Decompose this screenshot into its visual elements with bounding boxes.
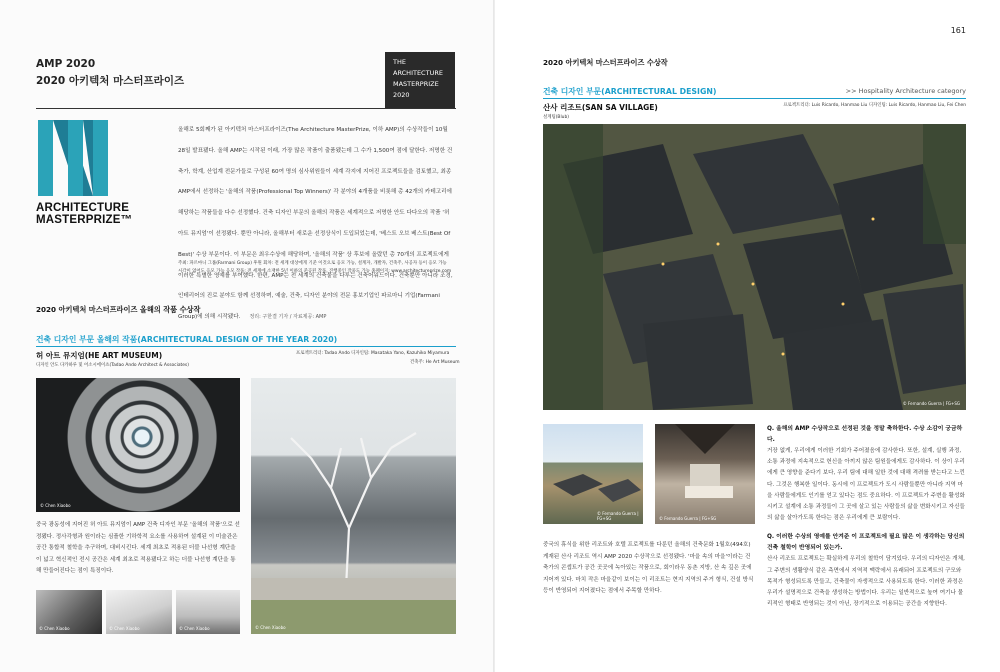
photo-village-landscape bbox=[543, 424, 643, 524]
photo-credit-landscape: © Fernando Guerra | FG+SG bbox=[597, 511, 639, 521]
right-project-design: 설계팀(Blub) bbox=[543, 115, 569, 120]
left-category-rule bbox=[36, 346, 456, 347]
right-category-title: 건축 디자인 부문(ARCHITECTURAL DESIGN) bbox=[543, 87, 717, 96]
right-page bbox=[495, 0, 1000, 672]
header-title-en: AMP 2020 bbox=[36, 58, 96, 70]
left-section-heading: 2020 아키텍처 마스터프라이즈 올해의 작품 수상작 bbox=[36, 305, 201, 314]
logo-text-1: ARCHITECTURE bbox=[36, 202, 130, 214]
photo-credit-small-3: © Chen Xiaobo bbox=[179, 626, 210, 631]
qa-question-2: Q. 이러한 수상의 영예를 안겨준 이 프로젝트에 필요 많은 이 생각하는 당신의 건축 철학이 반영되어 있는가. bbox=[767, 534, 965, 552]
credits-block bbox=[178, 260, 458, 276]
qa-question-1: Q. 올해의 AMP 수상작으로 선정된 것을 정말 축하한다. 수상 소감이 궁금하다. bbox=[767, 426, 963, 443]
intro-paragraph: 올해로 5회째가 된 아키텍처 마스터프라이즈(The Architecture MasterPrize, 이하 AMP)의 수상작들이 10월 28일 발표됐다. 올해 AMP는 시작된 이래, 가장 많은 작품이 출품됐는데 그 수가 1,500여 점에 달한다. 저명한 건축가, 학계, 산업계 전문가들로 구성된 60여 명의 심사위원들이 세계 각지에 지어진 프로젝트들을 검토했고, 최종 AMP에서 선정하는 '올해의 작품(Professional Top Winners)' 각 분야의 4개품을 비롯해 총 42개의 카테고리에 해당하는 작품들을 다수 선정했다. 건축 디자인 부문의 올해의 작품은 세계적으로 저명한 안도 다다오의 작품 '허 아트 뮤지엄'이 선정됐다. 뿐만 아니라, 올해부터 새로운 선정상식이 도입되었는데, '베스트 오브 베스트(Best Of Best)' 수상 부문이다. 이 부문은 최우수상에 해당하며, '올해의 작품' 상 후보에 올랐던 총 70개의 프로젝트에게 이러한 특별한 영예를 부여했다. 한편, AMP는 전 세계의 건축물을 다루는 건축어워드이다. 건축뿐만 아니라 조경, 인테리어의 진로 분야도 함께 선정하며, 예술, 건축, 디자인 분야의 전문 홍보기업인 파르마니 기업(Farmani Group)에 의해 시작됐다. bbox=[178, 127, 453, 321]
intro-block bbox=[178, 116, 456, 324]
qa-column bbox=[767, 424, 966, 610]
page-number: 161 bbox=[950, 26, 966, 35]
right-project-name: 산사 리조트(SAN SA VILLAGE) bbox=[543, 103, 658, 112]
photo-credit-small-2: © Chen Xiaobo bbox=[109, 626, 140, 631]
header-rule bbox=[36, 108, 456, 109]
credits-line-2: 시각이 없어도 응모 가능 응모 작품: 전 세계에 소재한 5년 이하의 준공된 작품, 진행중인 작품도 가능 홈페이지: www.architectureprize.com bbox=[178, 269, 452, 274]
logo-text-2: MASTERPRIZE™ bbox=[36, 214, 133, 226]
credits-line-1: 주최: 파르마니 그룹(Farmani Group) 후원 회차: 전 세계 대상에게 기준 이것으로 응모 가능, 설계자, 개발자, 건축주, 사공자 등이 응모 가능 bbox=[178, 261, 447, 266]
photo-spiral-stair bbox=[36, 378, 240, 512]
photo-credit-spiral: © Chen Xiaobo bbox=[40, 503, 71, 508]
amp-logo-mark bbox=[38, 120, 108, 196]
photo-small-3 bbox=[176, 590, 240, 634]
photo-credit-exterior: © Chen Xiaobo bbox=[255, 625, 286, 630]
photo-credit-small-1: © Chen Xiaobo bbox=[39, 626, 70, 631]
photo-museum-exterior bbox=[251, 378, 456, 634]
tag-line-2: ARCHITECTURE bbox=[393, 69, 443, 77]
left-header bbox=[36, 58, 184, 88]
left-project-name: 허 아트 뮤지엄(HE ART MUSEUM) bbox=[36, 351, 163, 360]
header-title-kr: 2020 아키텍처 마스터프라이즈 bbox=[36, 75, 185, 87]
left-page bbox=[0, 0, 495, 672]
photo-credit-aerial: © Fernando Guerra | FG+SG bbox=[902, 401, 960, 406]
photo-aerial-village bbox=[543, 124, 966, 410]
left-project-credit: 프로젝트리더: Tadao Ando 디자인팀: Masataka Yano, Kazuhiko Miyamura bbox=[296, 351, 450, 356]
right-section-heading: 2020 아키텍처 마스터프라이즈 수상작 bbox=[543, 58, 668, 67]
right-category-link: >> Hospitality Architecture category bbox=[845, 87, 966, 95]
photo-small-1 bbox=[36, 590, 102, 634]
photo-hotel-room bbox=[655, 424, 755, 524]
left-project-design: 디자인 안도 다카하루 및 어소시에이츠(Tadao Ando Architect & Associates) bbox=[36, 363, 189, 368]
photo-small-2 bbox=[106, 590, 172, 634]
right-description: 중국의 휴식을 위한 리조트와 호텔 프로젝트를 다룬던 올해의 건축문화 1월호(494호) 게재된 산사 리조트 역시 AMP 2020 수상작으로 선정됐다. '마을 속의 마을'이라는 건축가의 콘셉트가 공간 곳곳에 녹아있는 작품으로, 회이라우 동촌 지방, 산 속 깊은 곳에 지어져 있다. 마치 작은 마을같이 보이는 이 리조트는 현지 지역의 주거 형식, 건설 방식 등이 반영되어 지어졌다는 점에서 주목할 만하다. bbox=[543, 542, 754, 594]
amp-logo bbox=[36, 120, 144, 226]
qa-answer-1: 거장 없게, 우리에게 이러한 기회가 주어졌음에 감사한다. 또한, 설계, 실행 과정, 소통 과정에 지속적으로 헌신을 아끼지 않은 팀원들에게도 감사하다. 이 상이 우리에게 큰 영향을 준다기 보다, 우리 팀에 대해 일한 것에 대해 격려를 받는다고 느낀다. 그것은 행복한 일이다. 동시에 이 프로젝트가 도시 사람들뿐만 아니라 지역 마을 사람들에게도 인기를 얻고 있다는 점도 중요하다. 이 프로젝트가 주변을 활성화 시키고 설계에 소통 과정들이 그 곳에 살고 있는 사람들의 삶을 변화시키고 자신들의 삶을 살아가도록 한다는 점은 우리에게 큰 보람이다. bbox=[767, 448, 965, 522]
left-category-title: 건축 디자인 부문 올해의 작품(ARCHITECTURAL DESIGN OF THE YEAR 2020) bbox=[36, 335, 338, 344]
intro-source: 정리: 구한결 기자 / 자료제공: AMP bbox=[249, 314, 327, 321]
village-roofs-illustration bbox=[543, 424, 643, 524]
qa-answer-2: 산사 리조트 프로젝트는 확실하게 우리의 철학이 담겨있다. 우리의 디자인은 개체, 그 주변의 생활양식 같은 측면에서 지역적 맥락에서 유래되어 프로젝트의 구모와 목적가 형성되도록 만들고, 건축물이 자생적으로 사용되도록 한다. 이러한 과정은 우리가 설명적으로 건축을 생성하는 방법이다. 우리는 일반적으로 높여 여기나 물리적인 형태로 반영되는 것이 아닌, 장기적으로 이용되는 공간을 지향한다. bbox=[767, 556, 965, 608]
left-description: 중국 광동성에 지어진 허 아트 뮤지엄이 AMP 건축 디자인 부문 '올해의 작품'으로 선정됐다. 정사각형과 원이라는 심플한 기하학적 요소를 사용하여 설계된 이 미술관은 공간 통합적 철학을 추구하며, 대비시킨다. 세계 최초로 적용된 더블 나선형 계단을 이 넓고 혁신적인 전시 공간은 세계 최초로 적용됐다고 하는 더블 나선형 계단을 통해 만들어진다는 점이 특징이다. bbox=[36, 522, 240, 574]
header-tag-box bbox=[385, 52, 455, 108]
tag-line-3: MASTERPRIZE bbox=[393, 80, 439, 88]
right-project-credit: 프로젝트리더: Luis Ricardo, Hanmao Liu 디자인팀: Luis Ricardo, Hanmao Liu, Fei Chen bbox=[783, 103, 966, 108]
tag-line-4: 2020 bbox=[393, 91, 410, 99]
photo-credit-room: © Fernando Guerra | FG+SG bbox=[659, 516, 717, 521]
right-category-rule bbox=[543, 98, 966, 99]
tag-line-1: THE bbox=[393, 58, 406, 66]
aerial-illustration bbox=[543, 124, 966, 410]
room-illustration bbox=[655, 424, 755, 524]
left-project-client: 건축주: He Art Museum bbox=[410, 360, 460, 365]
tree-illustration bbox=[251, 378, 456, 634]
